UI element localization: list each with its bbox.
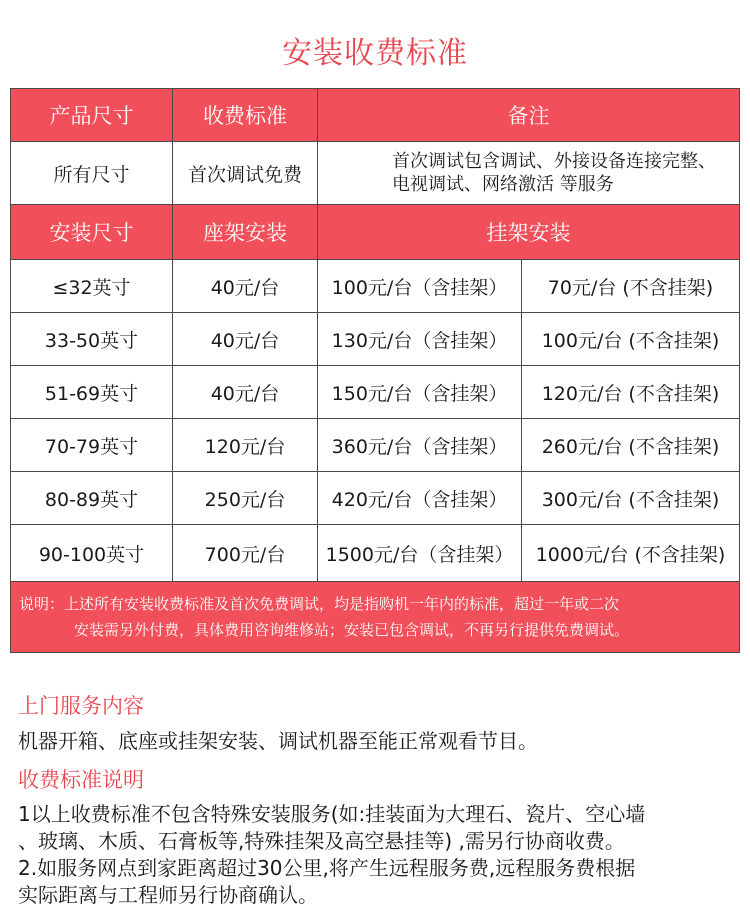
header-wall-install: 挂架安装 — [318, 205, 740, 260]
seat-price-cell: 700元/台 — [173, 525, 318, 582]
table-row — [11, 419, 740, 472]
table-row — [11, 260, 740, 313]
footnote-line-1: 说明：上述所有安装收费标准及首次免费调试，均是指购机一年内的标准，超过一年或二次 — [19, 595, 620, 613]
page-title: 安装收费标准 — [282, 36, 468, 71]
size-cell: 80-89英寸 — [11, 472, 173, 525]
seat-price-cell: 250元/台 — [173, 472, 318, 525]
seat-price-cell: 40元/台 — [173, 366, 318, 419]
size-cell: 51-69英寸 — [11, 366, 173, 419]
size-cell: 33-50英寸 — [11, 313, 173, 366]
size-cell: 70-79英寸 — [11, 419, 173, 472]
with-bracket-price-cell: 360元/台（含挂架） — [318, 419, 522, 472]
fee-notes-line-1: 1以上收费标准不包含特殊安装服务(如:挂装面为大理石、瓷片、空心墙 — [18, 802, 646, 826]
footnote-line-2: 安装需另外付费，具体费用咨询维修站；安装已包含调试，不再另行提供免费调试。 — [74, 621, 630, 639]
with-bracket-price-cell: 1500元/台（含挂架） — [318, 525, 522, 582]
service-text: 机器开箱、底座或挂架安装、调试机器至能正常观看节目。 — [18, 729, 538, 753]
without-bracket-price-cell: 260元/台 (不含挂架) — [522, 419, 740, 472]
seat-price-cell: 40元/台 — [173, 313, 318, 366]
remarks-line-1: 首次调试包含调试、外接设备连接完整、 — [392, 151, 716, 172]
header-fee-standard: 收费标准 — [173, 89, 318, 142]
seat-price-cell: 40元/台 — [173, 260, 318, 313]
without-bracket-price-cell: 100元/台 (不含挂架) — [522, 313, 740, 366]
footnote-cell — [11, 582, 740, 653]
header-remarks: 备注 — [318, 89, 740, 142]
with-bracket-price-cell: 420元/台（含挂架） — [318, 472, 522, 525]
remarks-line-2: 电视调试、网络激活 等服务 — [392, 174, 614, 195]
without-bracket-price-cell: 120元/台 (不含挂架) — [522, 366, 740, 419]
fee-table — [10, 88, 740, 653]
first-debug-free-cell: 首次调试免费 — [173, 142, 318, 205]
fee-notes-line-3: 2.如服务网点到家距离超过30公里,将产生远程服务费,远程服务费根据 — [18, 856, 636, 880]
table-footnote-row — [11, 582, 740, 653]
table-row — [11, 366, 740, 419]
fee-notes-line-4: 实际距离与工程师另行协商确认。 — [18, 883, 318, 907]
header-seat-install: 座架安装 — [173, 205, 318, 260]
with-bracket-price-cell: 100元/台（含挂架） — [318, 260, 522, 313]
table-row — [11, 472, 740, 525]
service-heading: 上门服务内容 — [18, 694, 144, 718]
table-row — [11, 313, 740, 366]
seat-price-cell: 120元/台 — [173, 419, 318, 472]
table-row — [11, 525, 740, 582]
remarks-cell — [318, 142, 740, 205]
table-header-row — [11, 89, 740, 142]
header-install-size: 安装尺寸 — [11, 205, 173, 260]
without-bracket-price-cell: 300元/台 (不含挂架) — [522, 472, 740, 525]
with-bracket-price-cell: 130元/台（含挂架） — [318, 313, 522, 366]
fee-notes-heading: 收费标准说明 — [18, 768, 144, 792]
fee-notes-line-2: 、玻璃、木质、石膏板等,特殊挂架及高空悬挂等) ,需另行协商收费。 — [18, 829, 625, 853]
size-cell: ≤32英寸 — [11, 260, 173, 313]
with-bracket-price-cell: 150元/台（含挂架） — [318, 366, 522, 419]
header-product-size: 产品尺寸 — [11, 89, 173, 142]
table-row — [11, 142, 740, 205]
without-bracket-price-cell: 70元/台 (不含挂架) — [522, 260, 740, 313]
table-subheader-row — [11, 205, 740, 260]
all-sizes-cell: 所有尺寸 — [11, 142, 173, 205]
without-bracket-price-cell: 1000元/台 (不含挂架) — [522, 525, 740, 582]
size-cell: 90-100英寸 — [11, 525, 173, 582]
